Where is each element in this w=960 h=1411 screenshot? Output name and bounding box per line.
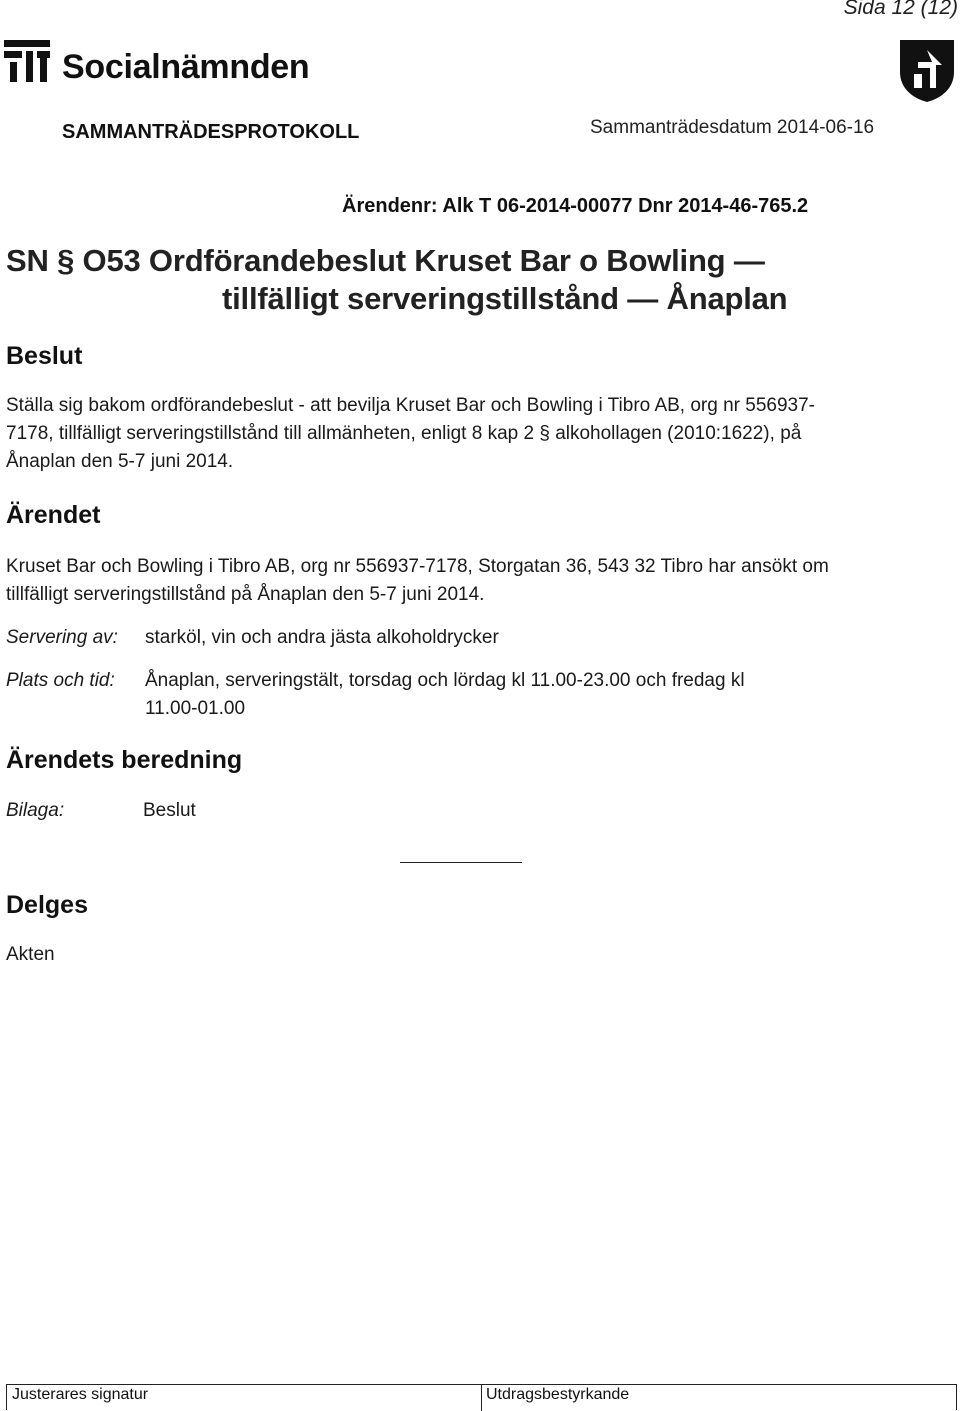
- delges-value: Akten: [6, 944, 55, 965]
- tibro-logo-icon: [4, 40, 50, 82]
- footer-divider: [481, 1385, 482, 1411]
- bilaga-value: Beslut: [143, 800, 196, 821]
- arendet-text: Kruset Bar och Bowling i Tibro AB, org nr 556937-7178, Storgatan 36, 543 32 Tibro har ansökt om tillfälligt serveringstillstånd på Ånaplan den 5-7 juni 2014.: [6, 556, 829, 605]
- servering-value: starköl, vin och andra jästa alkoholdrycker: [145, 627, 499, 648]
- beslut-text: Ställa sig bakom ordförandebeslut - att bevilja Kruset Bar och Bowling i Tibro AB, org nr 556937-7178, tillfälligt serveringstillstånd till allmänheten, enligt 8 kap 2 § alkohollagen (2010:1622), på Ånaplan den 5-7 juni 2014.: [6, 395, 815, 472]
- meeting-date: Sammanträdesdatum 2014-06-16: [590, 117, 875, 138]
- org-name: Socialnämnden: [62, 48, 310, 86]
- beslut-heading: Beslut: [6, 342, 83, 370]
- title-line-1: SN § O53 Ordförandebeslut Kruset Bar o Bowling —: [6, 243, 765, 278]
- separator-line: [400, 862, 522, 863]
- delges-heading: Delges: [6, 891, 88, 919]
- servering-label: Servering av:: [6, 627, 118, 648]
- arendet-heading: Ärendet: [6, 501, 101, 529]
- extract-label: Utdragsbestyrkande: [486, 1386, 630, 1403]
- plats-label: Plats och tid:: [6, 670, 115, 691]
- signature-label: Justerares signatur: [12, 1386, 149, 1403]
- coat-of-arms-icon: [898, 38, 956, 104]
- bilaga-label: Bilaga:: [6, 800, 65, 821]
- footer-signature-box: [6, 1384, 957, 1410]
- document-type: SAMMANTRÄDESPROTOKOLL: [62, 121, 360, 143]
- plats-value-line-1: Ånaplan, serveringstält, torsdag och lördag kl 11.00-23.00 och fredag kl: [145, 670, 745, 691]
- beredning-heading: Ärendets beredning: [6, 746, 243, 774]
- title-line-2: tillfälligt serveringstillstånd — Ånaplan: [222, 281, 788, 316]
- plats-value-line-2: 11.00-01.00: [145, 698, 246, 719]
- case-number: Ärendenr: Alk T 06-2014-00077 Dnr 2014-46-765.2: [342, 195, 809, 217]
- page-number: Sida 12 (12): [843, 0, 958, 19]
